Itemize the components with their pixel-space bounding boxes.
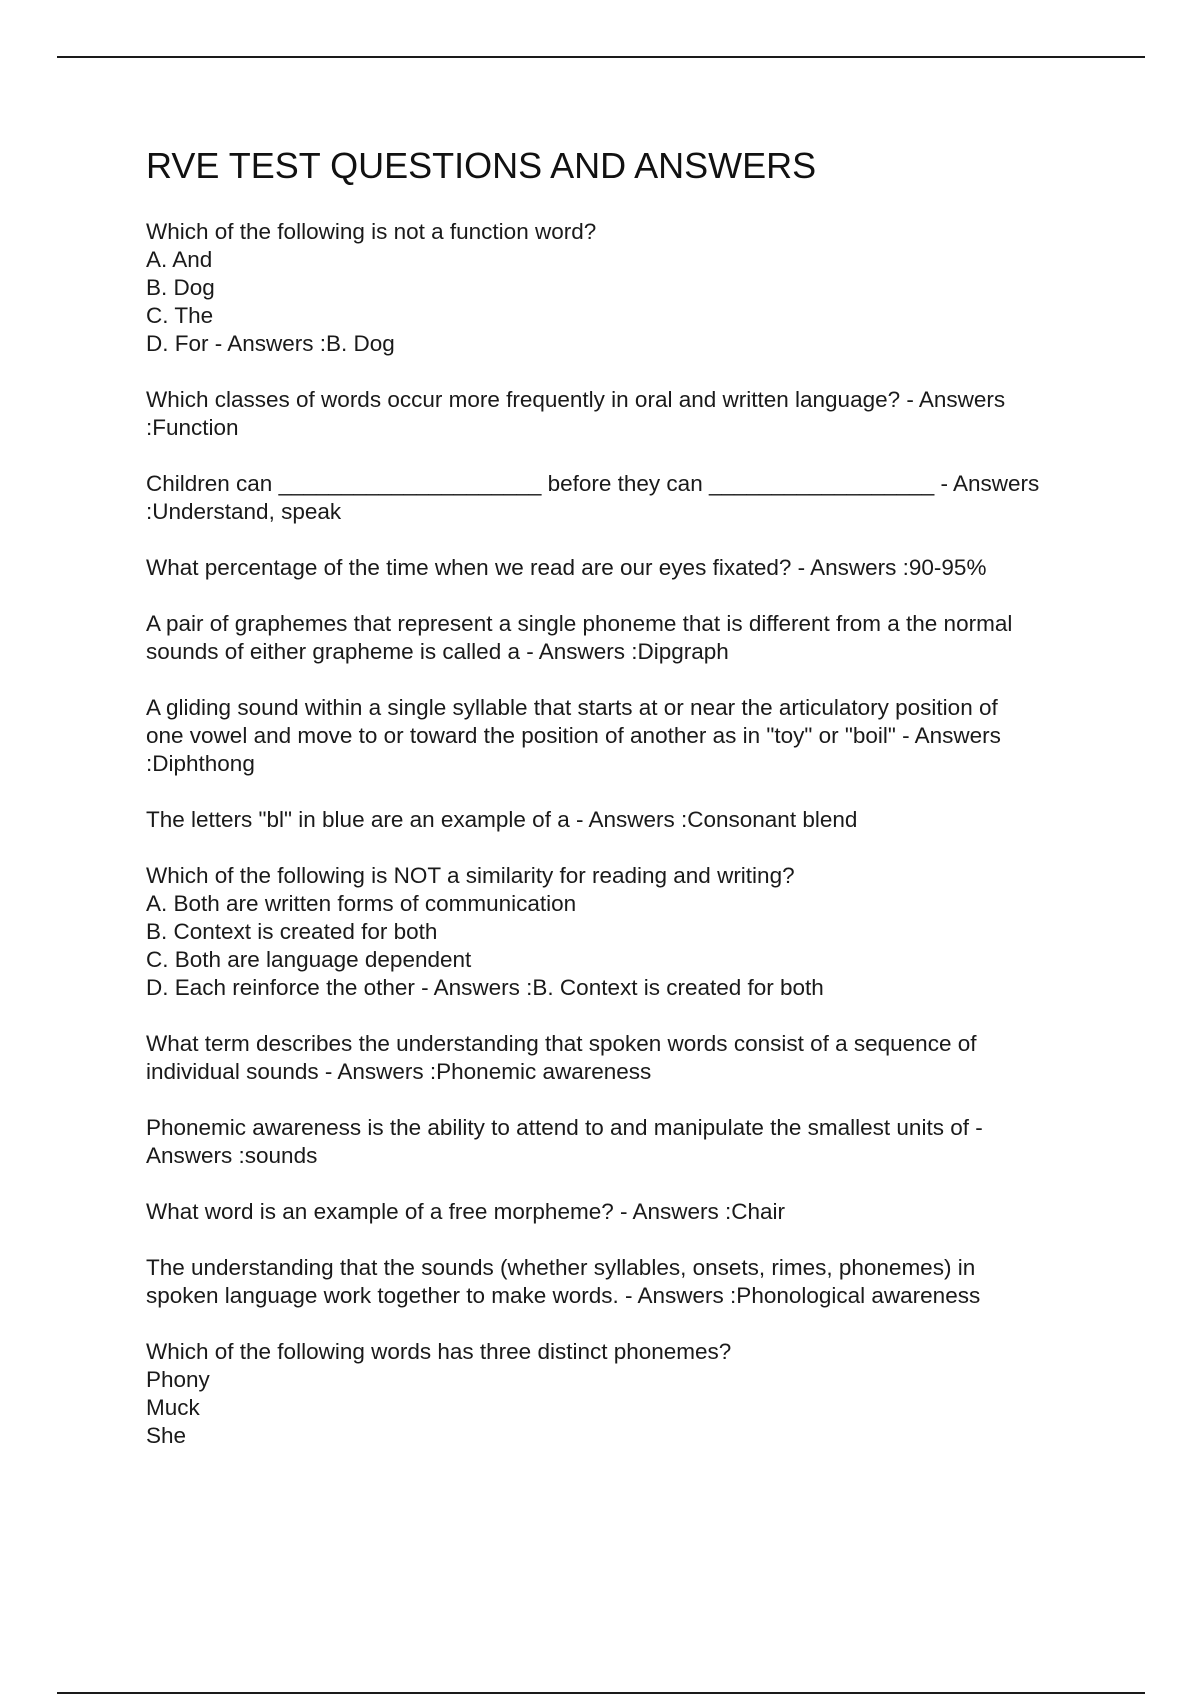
- qa-item-13: [146, 1338, 1106, 1450]
- qa-line: Which classes of words occur more frequently in oral and written language? - Answers: [146, 387, 1006, 412]
- qa-item-7: [146, 806, 1106, 834]
- qa-line: Which of the following words has three distinct phonemes?: [146, 1339, 732, 1364]
- qa-line: Muck: [146, 1395, 200, 1420]
- top-divider: [57, 56, 1145, 58]
- qa-item-1: [146, 218, 1106, 358]
- qa-item-6: [146, 694, 1106, 778]
- qa-line: Phonemic awareness is the ability to attend to and manipulate the smallest units of -: [146, 1115, 983, 1140]
- qa-line: :Function: [146, 415, 239, 440]
- qa-line: A. And: [146, 247, 213, 272]
- qa-item-4: [146, 554, 1106, 582]
- qa-line: individual sounds - Answers :Phonemic awareness: [146, 1059, 652, 1084]
- qa-line: The understanding that the sounds (whether syllables, onsets, rimes, phonemes) in: [146, 1255, 976, 1280]
- qa-line: C. Both are language dependent: [146, 947, 472, 972]
- qa-line: A. Both are written forms of communication: [146, 891, 577, 916]
- qa-line: What word is an example of a free morpheme? - Answers :Chair: [146, 1199, 786, 1224]
- qa-line: Which of the following is NOT a similarity for reading and writing?: [146, 863, 795, 888]
- qa-line: Answers :sounds: [146, 1143, 318, 1168]
- qa-line: A pair of graphemes that represent a single phoneme that is different from a the normal: [146, 611, 1013, 636]
- qa-line: B. Dog: [146, 275, 215, 300]
- qa-line: What term describes the understanding that spoken words consist of a sequence of: [146, 1031, 977, 1056]
- qa-line: :Understand, speak: [146, 499, 342, 524]
- document-body: [146, 142, 1106, 1478]
- qa-line: Which of the following is not a function word?: [146, 219, 597, 244]
- qa-line: Children can _____________________ before they can __________________ - Answers: [146, 471, 1040, 496]
- qa-line: spoken language work together to make words. - Answers :Phonological awareness: [146, 1283, 981, 1308]
- qa-line: D. Each reinforce the other - Answers :B. Context is created for both: [146, 975, 824, 1000]
- bottom-divider: [57, 1692, 1145, 1694]
- qa-line: D. For - Answers :B. Dog: [146, 331, 395, 356]
- qa-item-8: [146, 862, 1106, 1002]
- qa-item-5: [146, 610, 1106, 666]
- qa-item-3: [146, 470, 1106, 526]
- qa-item-11: [146, 1198, 1106, 1226]
- qa-line: She: [146, 1423, 187, 1448]
- qa-line: A gliding sound within a single syllable that starts at or near the articulatory position of: [146, 695, 998, 720]
- qa-item-2: [146, 386, 1106, 442]
- qa-line: B. Context is created for both: [146, 919, 438, 944]
- qa-line: C. The: [146, 303, 214, 328]
- qa-item-12: [146, 1254, 1106, 1310]
- qa-line: The letters "bl" in blue are an example of a - Answers :Consonant blend: [146, 807, 858, 832]
- qa-item-10: [146, 1114, 1106, 1170]
- qa-item-9: [146, 1030, 1106, 1086]
- qa-line: sounds of either grapheme is called a - Answers :Dipgraph: [146, 639, 729, 664]
- page-title: RVE TEST QUESTIONS AND ANSWERS: [146, 145, 817, 186]
- qa-line: What percentage of the time when we read are our eyes fixated? - Answers :90-95%: [146, 555, 987, 580]
- qa-line: :Diphthong: [146, 751, 255, 776]
- qa-line: one vowel and move to or toward the position of another as in "toy" or "boil" - Answers: [146, 723, 1001, 748]
- qa-line: Phony: [146, 1367, 210, 1392]
